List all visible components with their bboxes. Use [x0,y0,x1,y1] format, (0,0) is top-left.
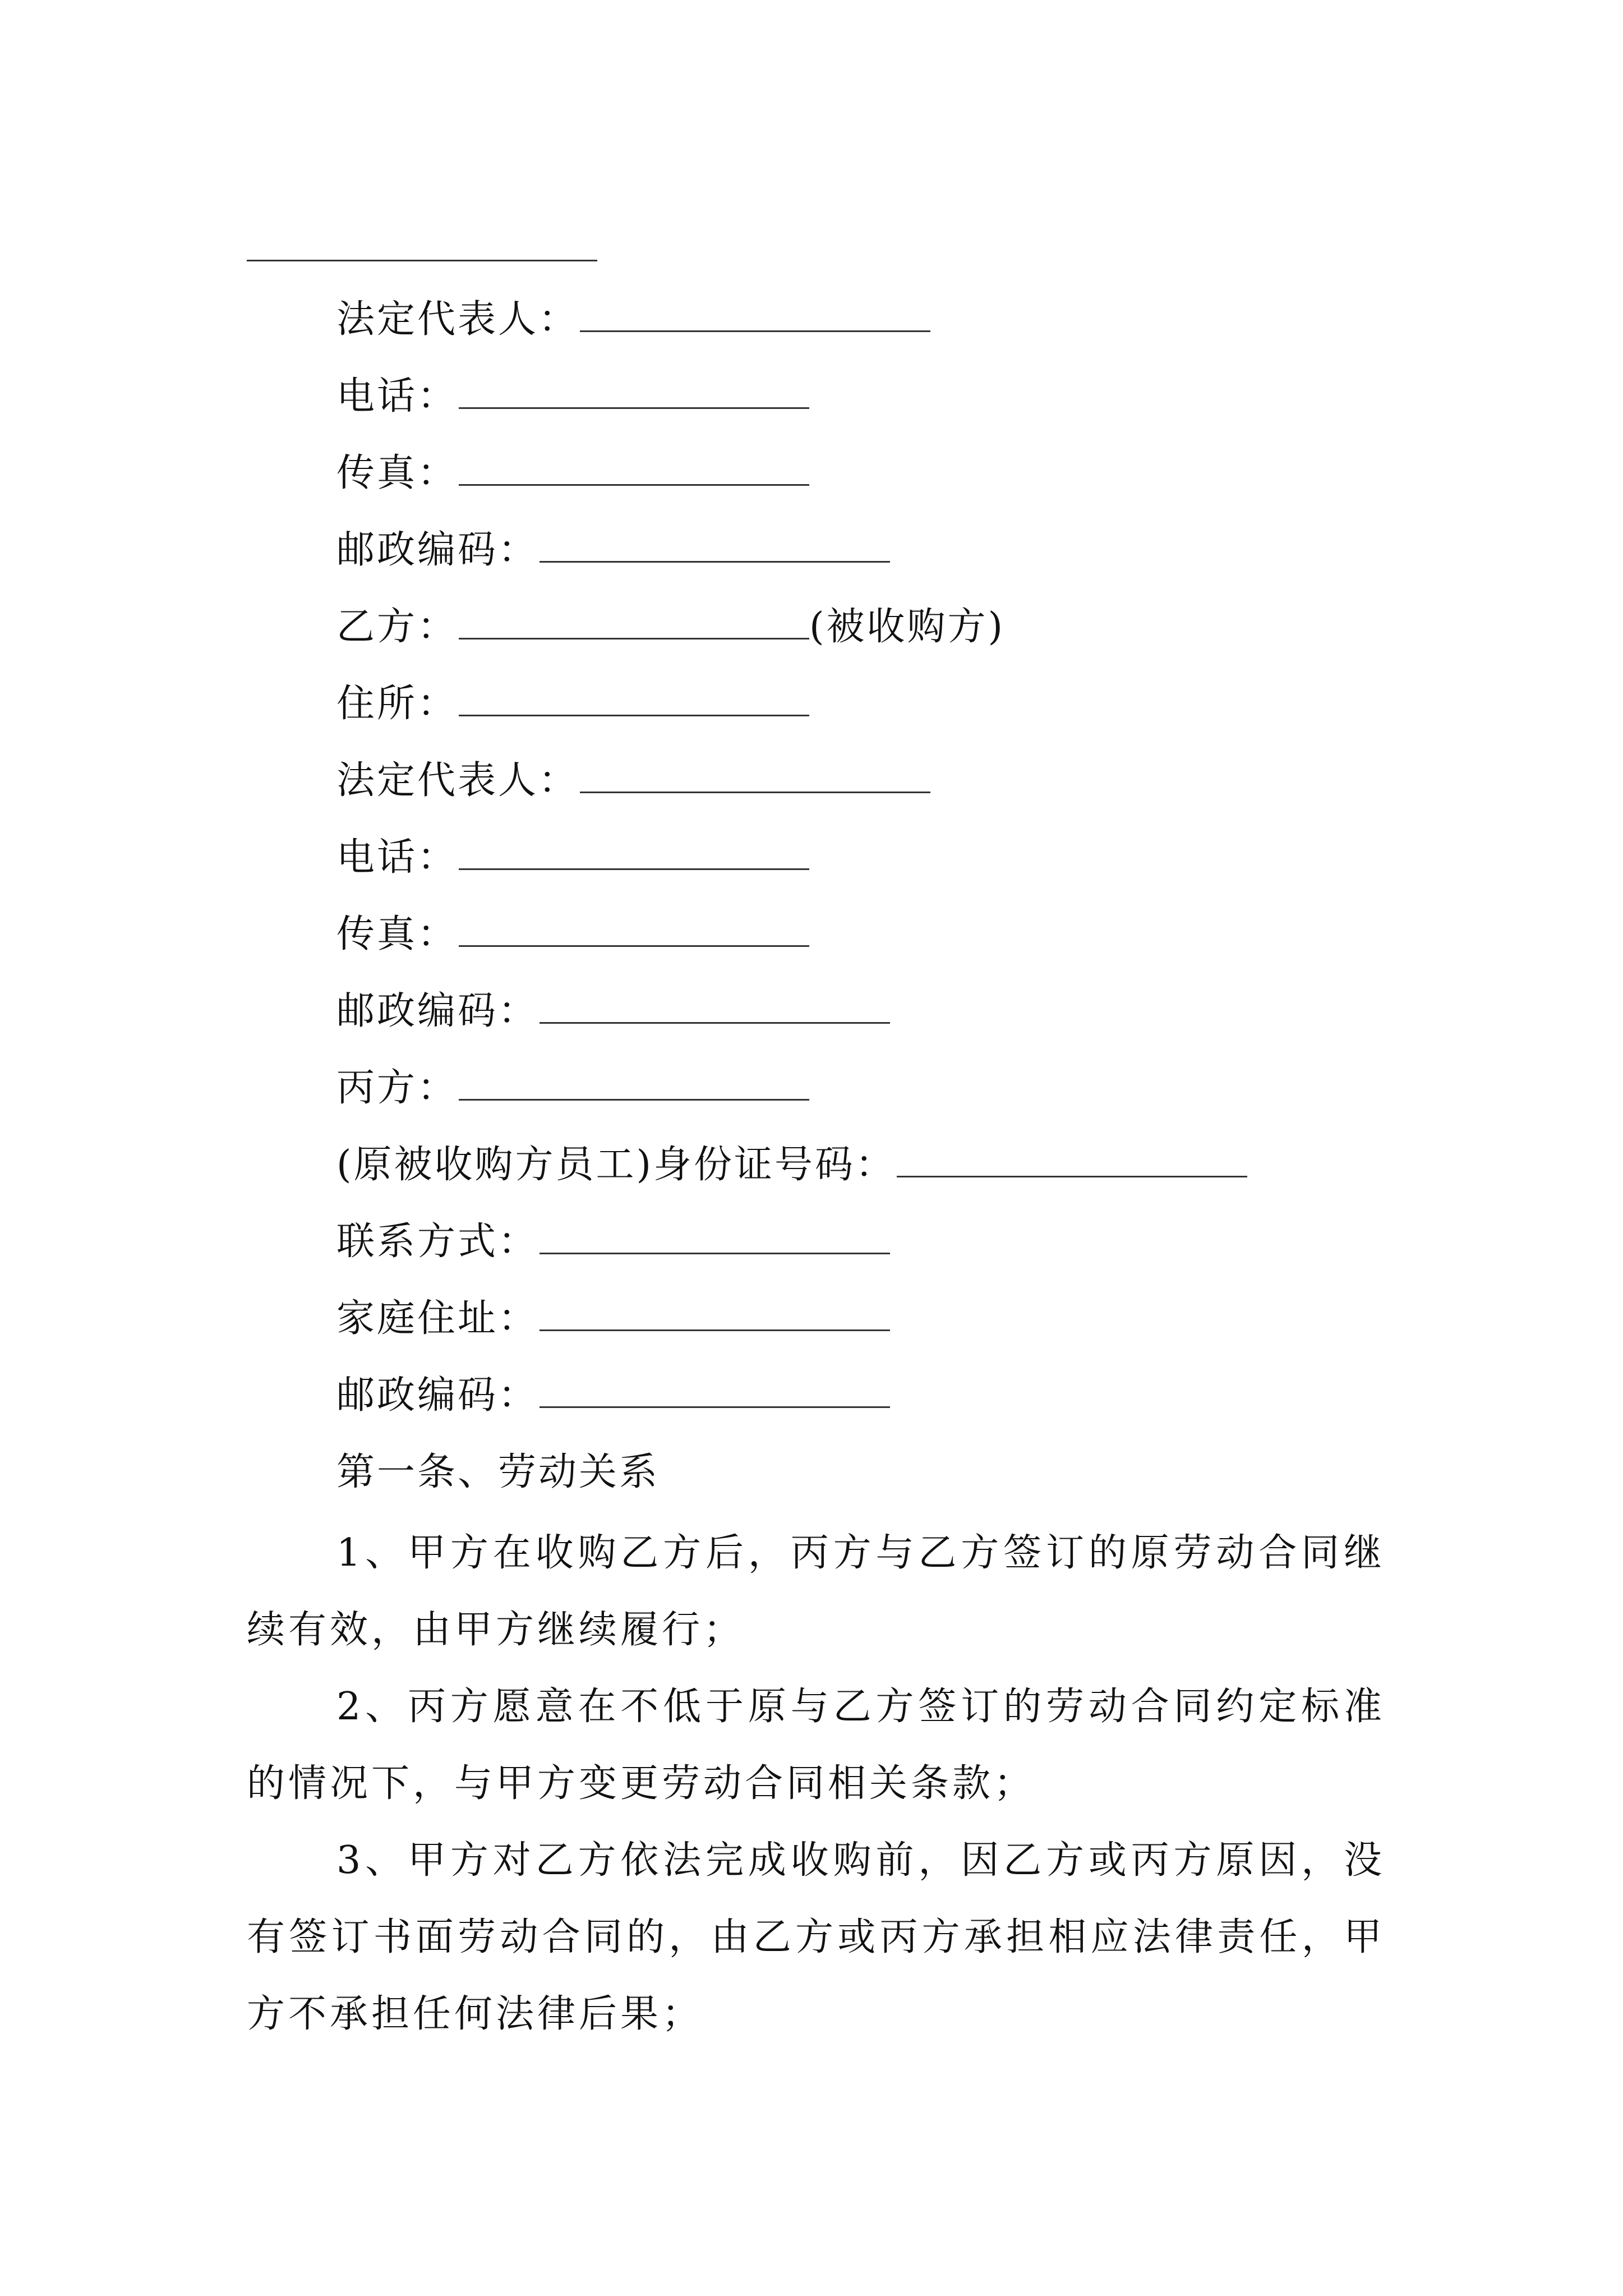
field-label: 家庭住址： [336,1296,539,1341]
clause-3: 3、甲方对乙方依法完成收购前，因乙方或丙方原因，没有签订书面劳动合同的，由乙方或丙方承担相应法律责任，甲方不承担任何法律后果； [247,1838,1385,2036]
fill-in-blank[interactable] [459,450,809,486]
field-legal-rep-b [336,750,930,812]
field-fax-a [336,443,809,504]
field-label: 电话： [336,835,458,880]
field-label: 邮政编码： [336,1373,539,1418]
fill-in-blank[interactable] [540,1373,890,1408]
fill-in-blank[interactable] [459,604,809,639]
clause-1: 1、甲方在收购乙方后，丙方与乙方签订的原劳动合同继续有效，由甲方继续履行； [247,1531,1385,1652]
fill-in-blank[interactable] [580,297,930,332]
fill-in-blank[interactable] [540,988,890,1024]
fill-in-blank[interactable] [540,1296,890,1331]
field-contact-c [336,1211,890,1273]
fill-in-blank[interactable] [459,1065,809,1101]
field-party-c [336,1057,809,1119]
field-label: 邮政编码： [336,989,539,1033]
field-postcode-b [336,981,890,1042]
field-phone-b [336,827,809,889]
field-label: 乙方： [336,605,458,649]
fill-in-blank[interactable] [897,1142,1247,1177]
field-fax-b [336,904,809,965]
field-label: (原被收购方员工)身份证号码： [336,1143,896,1187]
field-label: 传真： [336,912,458,956]
fill-in-blank[interactable] [540,1219,890,1254]
fill-in-blank[interactable] [459,374,809,409]
clause-2: 2、丙方愿意在不低于原与乙方签订的劳动合同约定标准的情况下，与甲方变更劳动合同相关条款； [247,1685,1385,1806]
field-label: 丙方： [336,1066,458,1110]
field-legal-rep-a [336,289,930,351]
field-label: 联系方式： [336,1220,539,1264]
field-label: 电话： [336,374,458,418]
field-label: 法定代表人： [336,758,579,803]
field-label: 传真： [336,451,458,495]
fill-in-blank[interactable] [580,758,930,793]
blank-line-top [247,260,597,261]
fill-in-blank[interactable] [459,912,809,947]
field-postcode-c [336,1365,890,1427]
field-id-number-c [336,1134,1247,1196]
fill-in-blank[interactable] [459,681,809,716]
field-label: 住所： [336,682,458,726]
field-label: 法定代表人： [336,297,579,342]
field-postcode-a [336,519,890,581]
field-home-address-c [336,1288,890,1350]
field-phone-a [336,366,809,427]
fill-in-blank[interactable] [540,527,890,563]
field-suffix: (被收购方) [809,605,1006,649]
field-address-b [336,673,809,735]
field-label: 邮政编码： [336,528,539,572]
fill-in-blank[interactable] [459,835,809,870]
field-party-b [336,596,1005,658]
section-heading: 第一条、劳动关系 [336,1450,660,1494]
